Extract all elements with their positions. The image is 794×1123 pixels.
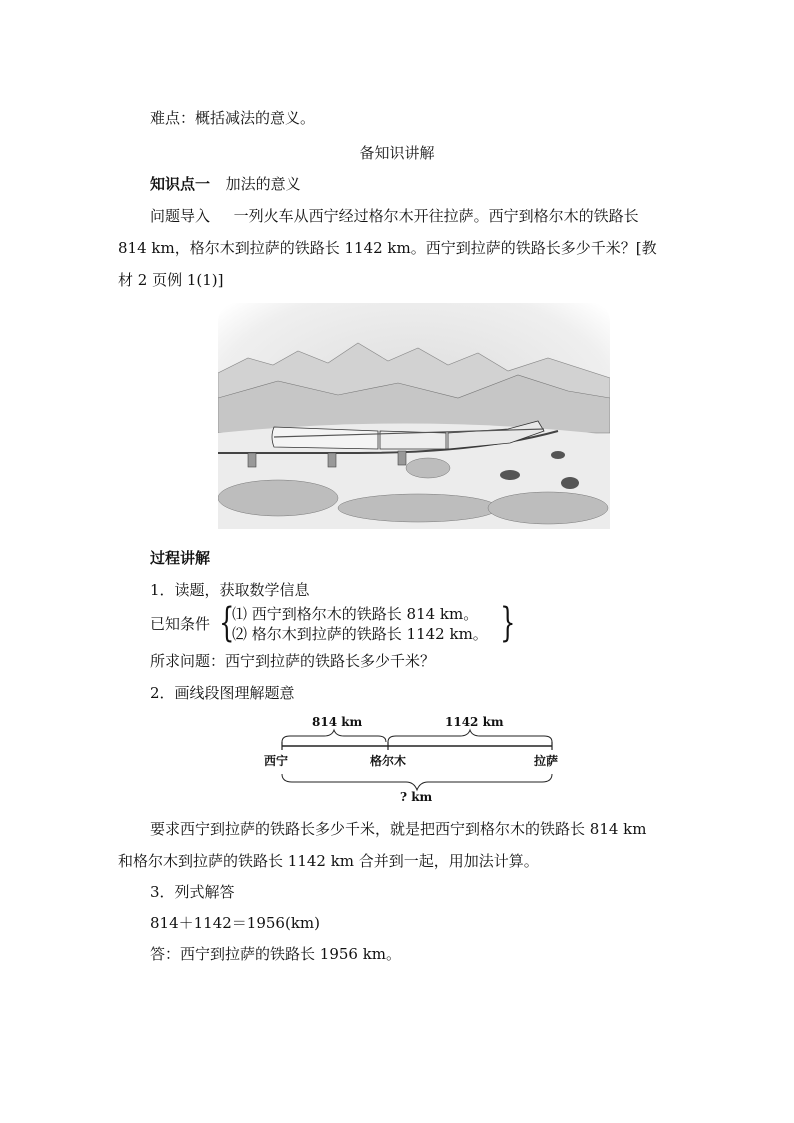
brace-segment-1 <box>282 730 386 742</box>
problem-line-1 <box>150 206 639 226</box>
step-2: 2．画线段图理解题意 <box>150 684 295 702</box>
condition-2: ⑵ 格尔木到拉萨的铁路长 1142 km。 <box>232 625 488 643</box>
answer: 答：西宁到拉萨的铁路长 1956 km。 <box>150 945 402 963</box>
problem-label: 问题导入 <box>150 207 211 225</box>
label-total: ? km <box>400 790 433 804</box>
explain-line-1: 要求西宁到拉萨的铁路长多少千米，就是把西宁到格尔木的铁路长 814 km <box>150 820 647 838</box>
label-seg2: 1142 km <box>445 715 504 729</box>
step-1: 1．读题，获取数学信息 <box>150 581 310 599</box>
label-start: 西宁 <box>264 754 289 768</box>
problem-text-1: 一列火车从西宁经过格尔木开往拉萨。西宁到格尔木的铁路长 <box>233 207 639 225</box>
label-end: 拉萨 <box>534 754 559 768</box>
process-heading: 过程讲解 <box>150 549 211 567</box>
left-brace: { <box>219 600 235 646</box>
brace-total <box>282 774 552 790</box>
label-seg1: 814 km <box>312 715 363 729</box>
known-label: 已知条件 <box>150 615 211 633</box>
right-brace: } <box>500 600 516 646</box>
knowledge-point <box>150 174 301 194</box>
step-3: 3．列式解答 <box>150 883 235 901</box>
condition-1: ⑴ 西宁到格尔木的铁路长 814 km。 <box>232 605 479 623</box>
equation: 814＋1142＝1956(km) <box>150 914 320 932</box>
problem-line-2: 814 km，格尔木到拉萨的铁路长 1142 km。西宁到拉萨的铁路长多少千米？[教 <box>118 239 657 257</box>
explain-line-2: 和格尔木到拉萨的铁路长 1142 km 合并到一起，用加法计算。 <box>118 852 539 870</box>
knowledge-point-label: 知识点一 <box>150 175 211 193</box>
section-title: 备知识讲解 <box>359 144 435 162</box>
difficulty-text: 难点：概括减法的意义。 <box>150 109 316 127</box>
knowledge-point-title: 加法的意义 <box>225 175 301 193</box>
question-text: 所求问题：西宁到拉萨的铁路长多少千米？ <box>150 652 436 670</box>
label-middle: 格尔木 <box>370 754 407 768</box>
train-landscape-illustration <box>218 303 610 529</box>
problem-line-3: 材 2 页例 1(1)] <box>118 271 224 289</box>
segment-diagram <box>260 712 570 808</box>
brace-segment-2 <box>388 730 552 742</box>
